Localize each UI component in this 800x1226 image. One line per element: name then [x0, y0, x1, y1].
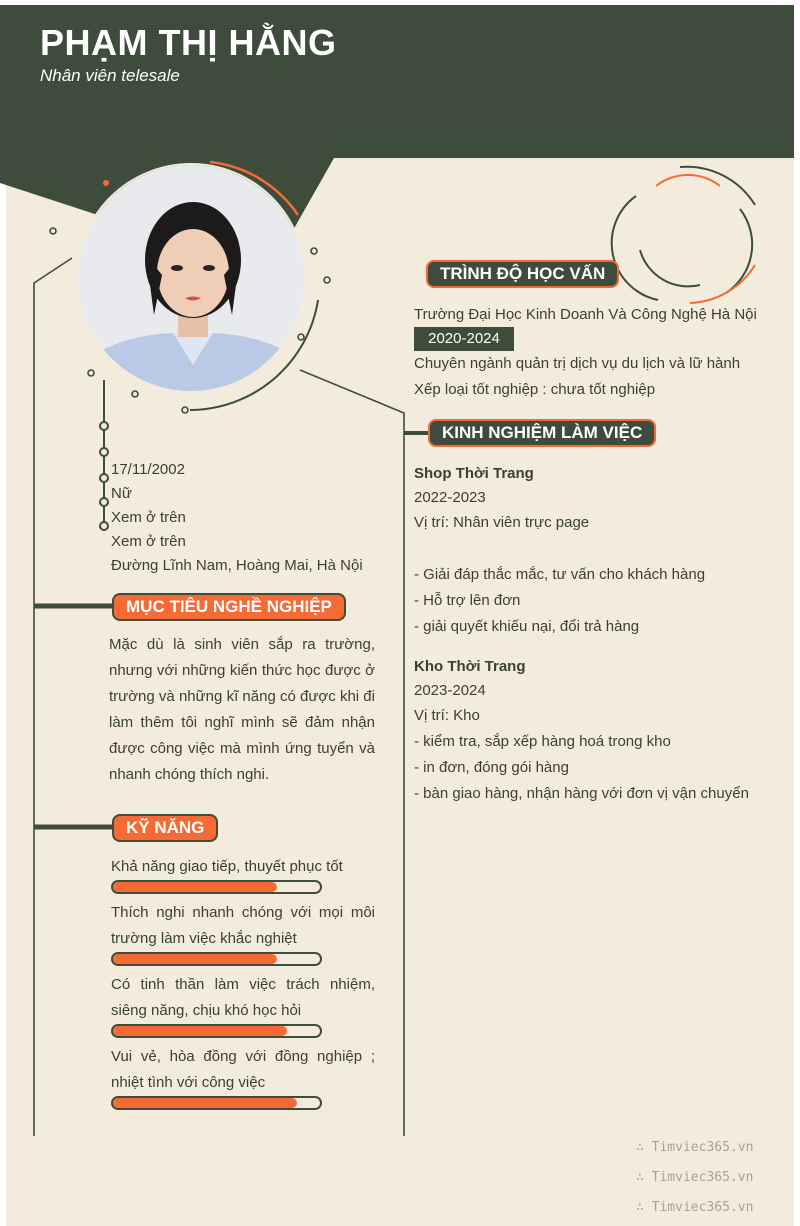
experience-heading: KINH NGHIỆM LÀM VIỆC — [428, 419, 656, 447]
job-task: - Hỗ trợ lên đơn — [414, 592, 521, 609]
address-value: Đường Lĩnh Nam, Hoàng Mai, Hà Nội — [111, 557, 363, 574]
job-position: Vị trí: Nhân viên trực page — [414, 514, 590, 531]
job-company: Kho Thời Trang — [414, 658, 526, 675]
birthday-value: 17/11/2002 — [111, 461, 185, 478]
job-company: Shop Thời Trang — [414, 465, 534, 482]
email-value: Xem ở trên — [111, 533, 186, 550]
skill-bar — [111, 1096, 322, 1110]
education-years: 2020-2024 — [414, 327, 514, 351]
education-grade: Xếp loại tốt nghiệp : chưa tốt nghiệp — [414, 381, 656, 398]
candidate-name: PHẠM THỊ HẰNG — [40, 22, 337, 63]
profile-photo — [76, 163, 306, 393]
education-heading: TRÌNH ĐỘ HỌC VẤN — [426, 260, 619, 288]
objective-text: Mặc dù là sinh viên sắp ra trường, nhưng với những kiến thức học được ở trường và những kĩ năng có được khi đi làm thêm tôi nghĩ mình sẽ đảm nhận được công việc mà mình ứng tuyển và nhanh chóng thích nghi. — [109, 636, 375, 783]
job-task: - kiểm tra, sắp xếp hàng hoá trong kho — [414, 733, 671, 750]
phone-value: Xem ở trên — [111, 509, 186, 526]
watermark-text: ∴ Timviec365.vn — [636, 1140, 754, 1155]
skill-bar — [111, 1024, 322, 1038]
skill-label: Khả năng giao tiếp, thuyết phục tốt — [111, 858, 343, 875]
job-task: - bàn giao hàng, nhận hàng với đơn vị vận chuyển — [414, 785, 749, 802]
objective-heading: MỤC TIÊU NGHỀ NGHIỆP — [112, 593, 346, 621]
gender-value: Nữ — [111, 485, 132, 502]
skill-bar-fill — [113, 1098, 297, 1108]
job-task: - in đơn, đóng gói hàng — [414, 759, 569, 776]
school-name: Trường Đại Học Kinh Doanh Và Công Nghệ Hà Nội — [414, 306, 757, 323]
skill-label: Có tinh thần làm việc trách nhiệm, siêng năng, chịu khó học hỏi — [111, 976, 375, 1019]
skill-label: Thích nghi nhanh chóng với mọi môi trường làm việc khắc nghiệt — [111, 904, 375, 947]
skill-bar-fill — [113, 1026, 287, 1036]
job-title: Nhân viên telesale — [40, 66, 180, 85]
skill-label: Vui vẻ, hòa đồng với đồng nghiệp ; nhiệt tình với công việc — [111, 1048, 375, 1091]
education-major: Chuyên ngành quản trị dịch vụ du lịch và lữ hành — [414, 355, 741, 372]
job-task: - giải quyết khiếu nại, đổi trả hàng — [414, 618, 640, 635]
job-position: Vị trí: Kho — [414, 707, 480, 724]
job-years: 2023-2024 — [414, 682, 486, 699]
skill-bar — [111, 952, 322, 966]
watermark-text: ∴ Timviec365.vn — [636, 1170, 754, 1185]
skill-bar-fill — [113, 954, 277, 964]
skill-bar-fill — [113, 882, 277, 892]
skill-bar — [111, 880, 322, 894]
skills-heading: KỸ NĂNG — [112, 814, 218, 842]
watermark-text: ∴ Timviec365.vn — [636, 1200, 754, 1215]
job-task: - Giải đáp thắc mắc, tư vấn cho khách hàng — [414, 566, 706, 583]
job-years: 2022-2023 — [414, 489, 486, 506]
